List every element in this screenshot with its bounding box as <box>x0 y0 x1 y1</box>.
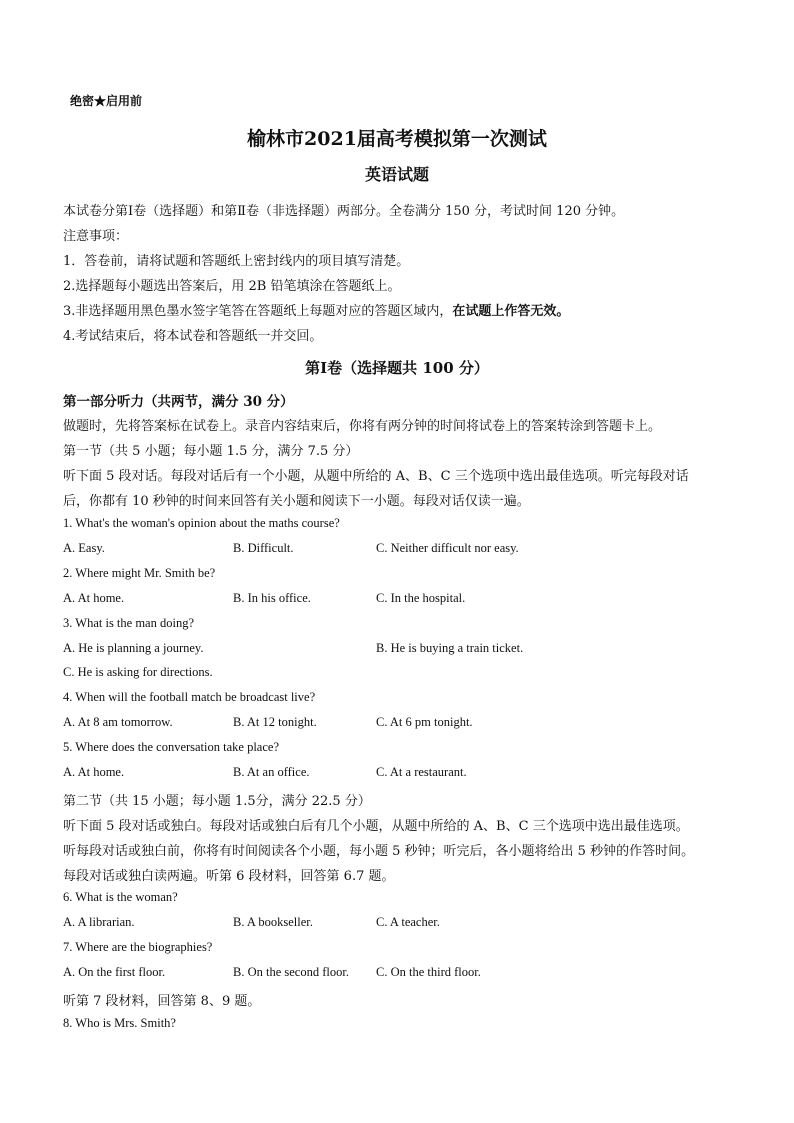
option-a: A. At home. <box>63 591 125 605</box>
option-c: C. He is asking for directions. <box>63 665 213 679</box>
section1-title: 第一节（共 5 小题；每小题 1.5 分，满分 7.5 分） <box>63 444 359 459</box>
question-7: 7. Where are the biographies? <box>63 940 213 954</box>
option-a: A. On the first floor. <box>63 965 166 979</box>
option-c: C. In the hospital. <box>376 591 466 605</box>
notice-item-text: 3.非选择题用黑色墨水签字笔答在答题纸上每题对应的答题区域内， <box>63 304 453 319</box>
exam-title: 榆林市2021届高考模拟第一次测试 <box>247 128 547 150</box>
option-c: C. On the third floor. <box>376 965 481 979</box>
question-8: 8. Who is Mrs. Smith? <box>63 1016 176 1030</box>
listen-instruction: 听第 7 段材料，回答第 8、9 题。 <box>63 994 261 1009</box>
option-b: B. At an office. <box>233 765 310 779</box>
option-a: A. He is planning a journey. <box>63 641 204 655</box>
question-6: 6. What is the woman? <box>63 890 178 904</box>
notice-item <box>63 300 569 319</box>
section2-instruction: 听下面 5 段对话或独白。每段对话或独白后有几个小题，从题中所给的 A、B、C 三个选项中选出最佳选项。 <box>63 819 689 834</box>
section2-title: 第二节（共 15 小题；每小题 1.5分，满分 22.5 分） <box>63 794 371 809</box>
section2-instruction: 听每段对话或独白前，你将有时间阅读各个小题，每小题 5 秒钟；听完后，各小题将给出 5 秒钟的作答时间。 <box>63 844 695 859</box>
part1-title: 第一部分听力（共两节，满分 30 分） <box>63 394 294 410</box>
option-b: B. At 12 tonight. <box>233 715 317 729</box>
section1-instruction: 后，你都有 10 秒钟的时间来回答有关小题和阅读下一小题。每段对话仅读一遍。 <box>63 494 530 509</box>
option-c: C. A teacher. <box>376 915 440 929</box>
option-a: A. A librarian. <box>63 915 135 929</box>
question-2: 2. Where might Mr. Smith be? <box>63 566 216 580</box>
part1-instruction: 做题时，先将答案标在试卷上。录音内容结束后，你将有两分钟的时间将试卷上的答案转涂到答题卡上。 <box>63 419 662 434</box>
option-c: C. Neither difficult nor easy. <box>376 541 519 555</box>
notice-item: 4.考试结束后，将本试卷和答题纸一并交回。 <box>63 329 323 344</box>
notice-title: 注意事项： <box>63 229 129 244</box>
option-c: C. At 6 pm tonight. <box>376 715 473 729</box>
subject-title: 英语试题 <box>364 165 429 184</box>
volume-title: 第Ⅰ卷（选择题共 100 分） <box>305 359 489 377</box>
notice-item: 2.选择题每小题选出答案后，用 2B 铅笔填涂在答题纸上。 <box>63 279 401 294</box>
question-4: 4. When will the football match be broadcast live? <box>63 690 316 704</box>
notice-emphasis: 在试题上作答无效。 <box>452 304 570 319</box>
option-b: B. In his office. <box>233 591 311 605</box>
question-1: 1. What's the woman's opinion about the maths course? <box>63 516 340 530</box>
option-b: B. Difficult. <box>233 541 294 555</box>
option-b: B. A bookseller. <box>233 915 313 929</box>
notice-item: 1．答卷前，请将试题和答题纸上密封线内的项目填写清楚。 <box>63 254 410 269</box>
confidential-mark: 绝密★启用前 <box>70 94 143 108</box>
option-b: B. On the second floor. <box>233 965 349 979</box>
option-a: A. At home. <box>63 765 125 779</box>
option-c: C. At a restaurant. <box>376 765 467 779</box>
option-a: A. At 8 am tomorrow. <box>63 715 173 729</box>
option-a: A. Easy. <box>63 541 105 555</box>
question-3: 3. What is the man doing? <box>63 616 194 630</box>
section2-instruction: 每段对话或独白读两遍。听第 6 段材料，回答第 6.7 题。 <box>63 869 395 884</box>
question-5: 5. Where does the conversation take place? <box>63 740 279 754</box>
section1-instruction: 听下面 5 段对话。每段对话后有一个小题，从题中所给的 A、B、C 三个选项中选出最佳选项。听完每段对话 <box>63 469 689 484</box>
option-b: B. He is buying a train ticket. <box>376 641 524 655</box>
intro-text: 本试卷分第Ⅰ卷（选择题）和第Ⅱ卷（非选择题）两部分。全卷满分 150 分，考试时间 120 分钟。 <box>63 204 625 219</box>
